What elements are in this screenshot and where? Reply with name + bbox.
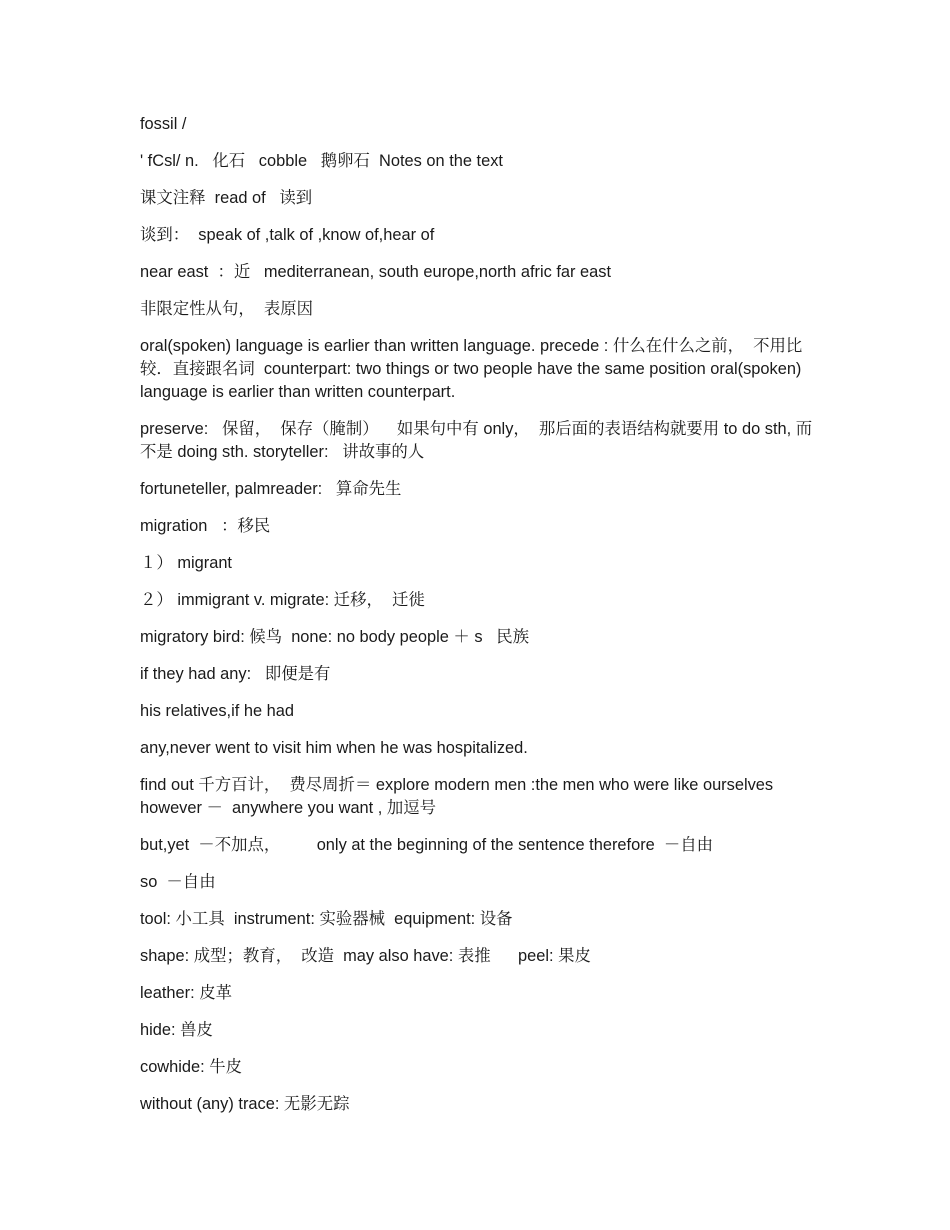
document-body <box>140 113 820 1130</box>
line-nonrestrictive-clause: 非限定性从句， 表原因 <box>140 300 314 318</box>
line-without-trace: without (any) trace: 无影无踪 <box>140 1095 350 1113</box>
line-find-out: find out 千方百计， 费尽周折＝ explore modern men :the men who were like ourselves however － anywhere you want , 加逗号 <box>140 776 778 817</box>
line-tool: tool: 小工具 instrument: 实验器械 equipment: 设备 <box>140 910 513 928</box>
line-speak-of: 谈到： speak of ,talk of ,know of,hear of <box>140 226 435 244</box>
line-oral-language: oral(spoken) language is earlier than written language. precede : 什么在什么之前， 不用比较．直接跟名词 counterpart: two things or two people have the same position oral(spoken) language is earlier than written counterpart. <box>140 337 806 401</box>
line-fossil: fossil / <box>140 115 187 133</box>
line-near-east: near east ：近 mediterranean, south europe,north afric far east <box>140 263 612 281</box>
line-hospitalized: any,never went to visit him when he was hospitalized. <box>140 739 528 757</box>
line-text-notes: 课文注释 read of 读到 <box>140 189 313 207</box>
line-migration: migration ：移民 <box>140 517 271 535</box>
line-so: so －自由 <box>140 873 216 891</box>
line-cowhide: cowhide: 牛皮 <box>140 1058 243 1076</box>
line-his-relatives: his relatives,if he had <box>140 702 294 720</box>
line-leather: leather: 皮革 <box>140 984 233 1002</box>
line-shape: shape: 成型；教育， 改造 may also have: 表推 peel: 果皮 <box>140 947 591 965</box>
line-if-they-had-any: if they had any: 即便是有 <box>140 665 331 683</box>
line-fossil-definition: ' fCsl/ n. 化石 cobble 鹅卵石 Notes on the text <box>140 152 503 170</box>
line-migratory-bird: migratory bird: 候鸟 none: no body people ＋ s 民族 <box>140 628 529 646</box>
line-immigrant: ２） immigrant v. migrate: 迁移， 迁徙 <box>140 591 425 609</box>
line-hide: hide: 兽皮 <box>140 1021 213 1039</box>
line-migrant: １） migrant <box>140 554 232 572</box>
line-but-yet: but,yet －不加点， only at the beginning of the sentence therefore －自由 <box>140 836 714 854</box>
line-preserve: preserve: 保留， 保存（腌制） 如果句中有 only， 那后面的表语结构就要用 to do sth, 而不是 doing sth. storyteller: 讲故事的人 <box>140 420 813 461</box>
line-fortuneteller: fortuneteller, palmreader: 算命先生 <box>140 480 402 498</box>
